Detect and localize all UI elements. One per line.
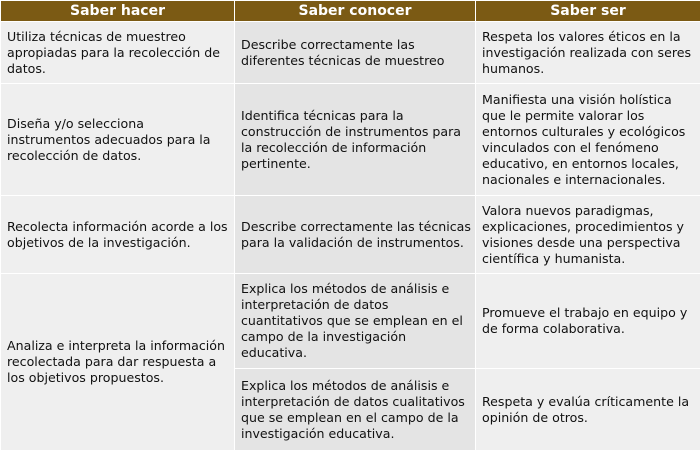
cell-saber-hacer: [1, 196, 235, 274]
cell-text: Respeta y evalúa críticamente la opinión de otros.: [482, 394, 696, 426]
cell-text: Manifiesta una visión holística que le permite valorar los entornos culturales y ecológicos vinculados con el fenómeno educativo, en entornos locales, nacionales e internacionales.: [482, 92, 696, 188]
cell-text: Explica los métodos de análisis e interpretación de datos cualitativos que se emplean en el campo de la investigación educativa.: [241, 378, 471, 442]
table-row: [1, 196, 700, 274]
cell-saber-ser: [476, 274, 700, 369]
cell-saber-conocer: [235, 22, 476, 84]
table-row: [1, 22, 700, 84]
cell-text: Recolecta información acorde a los objetivos de la investigación.: [7, 219, 230, 251]
header-saber-conocer: Saber conocer: [235, 1, 476, 22]
header-saber-hacer: Saber hacer: [1, 1, 235, 22]
table-row: [1, 84, 700, 196]
cell-text: Analiza e interpreta la información recolectada para dar respuesta a los objetivos propuestos.: [7, 338, 230, 386]
header-row: [1, 1, 700, 22]
header-saber-ser: Saber ser: [476, 1, 700, 22]
cell-saber-conocer: [235, 84, 476, 196]
cell-text: Identifica técnicas para la construcción de instrumentos para la recolección de información pertinente.: [241, 108, 471, 172]
cell-saber-ser: [476, 84, 700, 196]
cell-saber-hacer: [1, 274, 235, 451]
cell-text: Describe correctamente las diferentes técnicas de muestreo: [241, 37, 471, 69]
table-row: [1, 274, 700, 369]
cell-saber-hacer: [1, 84, 235, 196]
cell-text: Describe correctamente las técnicas para la validación de instrumentos.: [241, 219, 471, 251]
cell-saber-conocer: [235, 369, 476, 451]
cell-text: Utiliza técnicas de muestreo apropiadas para la recolección de datos.: [7, 29, 230, 77]
cell-saber-ser: [476, 196, 700, 274]
cell-text: Promueve el trabajo en equipo y de forma colaborativa.: [482, 305, 696, 337]
cell-saber-conocer: [235, 196, 476, 274]
cell-saber-hacer: [1, 22, 235, 84]
cell-text: Respeta los valores éticos en la investigación realizada con seres humanos.: [482, 29, 696, 77]
cell-saber-ser: [476, 22, 700, 84]
cell-text: Valora nuevos paradigmas, explicaciones, procedimientos y visiones desde una perspectiva científica y humanista.: [482, 203, 696, 267]
cell-saber-ser: [476, 369, 700, 451]
cell-text: Explica los métodos de análisis e interpretación de datos cuantitativos que se emplean en el campo de la investigación educativa.: [241, 281, 471, 361]
cell-text: Diseña y/o selecciona instrumentos adecuados para la recolección de datos.: [7, 116, 230, 164]
cell-saber-conocer: [235, 274, 476, 369]
